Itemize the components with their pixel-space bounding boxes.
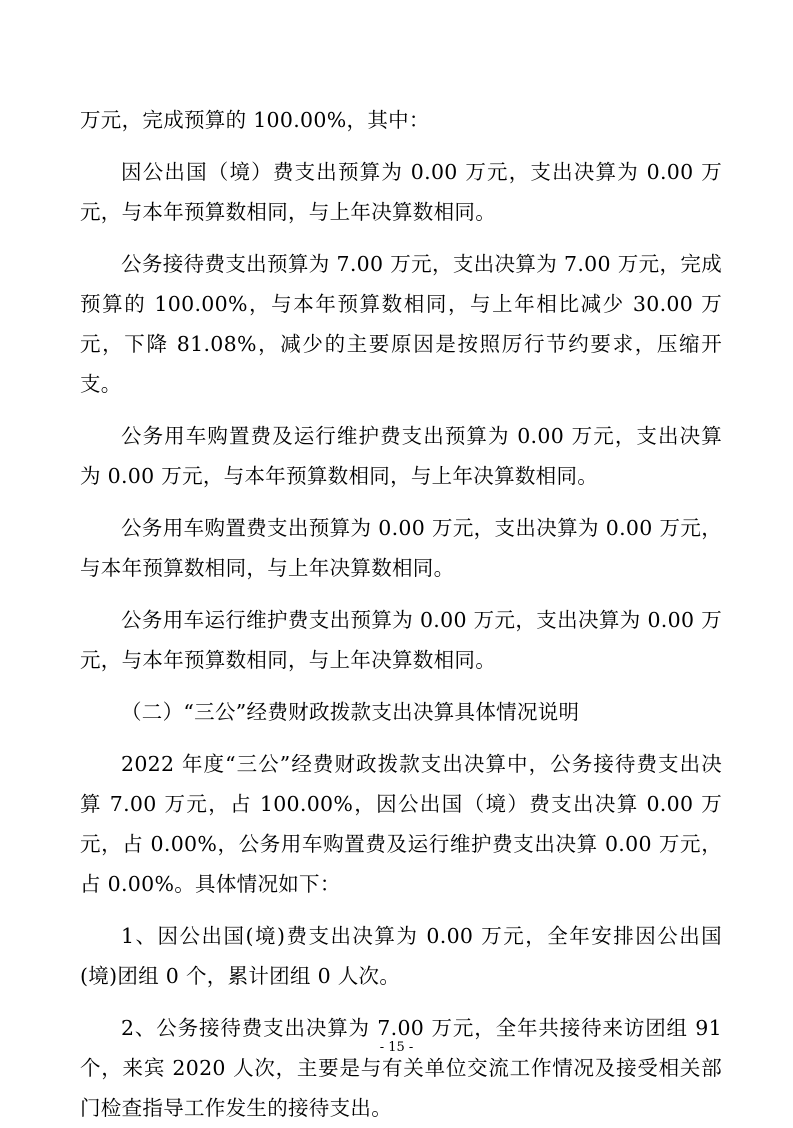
paragraph-three-funds-summary: 2022 年度“三公”经费财政拨款支出决算中，公务接待费支出决算 7.00 万元，占 100.00%，因公出国（境）费支出决算 0.00 万元，占 0.00%，公务用车购置费及运行维护费支出决算 0.00 万元，占 0.00%。具体情况如下： xyxy=(80,752,722,896)
paragraph-vehicle-maintenance: 公务用车运行维护费支出预算为 0.00 万元，支出决算为 0.00 万元，与本年预算数相同，与上年决算数相同。 xyxy=(80,608,722,672)
page-number: - 15 - xyxy=(379,1040,414,1055)
paragraph-overseas-travel: 因公出国（境）费支出预算为 0.00 万元，支出决算为 0.00 万元，与本年预算数相同，与上年决算数相同。 xyxy=(80,160,722,224)
section-heading: （二）“三公”经费财政拨款支出决算具体情况说明 xyxy=(121,700,580,724)
list-item-overseas-detail: 1、因公出国(境)费支出决算为 0.00 万元，全年安排因公出国(境)团组 0 个，累计团组 0 人次。 xyxy=(80,924,722,988)
list-item-reception-detail: 2、公务接待费支出决算为 7.00 万元，全年共接待来访团组 91 个，来宾 2020 人次，主要是与有关单位交流工作情况及接受相关部门检查指导工作发生的接待支出。 xyxy=(80,1016,722,1120)
paragraph-vehicle-total: 公务用车购置费及运行维护费支出预算为 0.00 万元，支出决算为 0.00 万元，与本年预算数相同，与上年决算数相同。 xyxy=(80,424,722,488)
paragraph-vehicle-purchase: 公务用车购置费支出预算为 0.00 万元，支出决算为 0.00 万元，与本年预算数相同，与上年决算数相同。 xyxy=(80,516,722,580)
paragraph-budget-completion: 万元，完成预算的 100.00%，其中： xyxy=(80,108,430,132)
paragraph-official-reception: 公务接待费支出预算为 7.00 万元，支出决算为 7.00 万元，完成预算的 100.00%，与本年预算数相同，与上年相比减少 30.00 万元，下降 81.08%，减少的主要原因是按照厉行节约要求，压缩开支。 xyxy=(80,252,722,396)
document-body xyxy=(80,100,722,1128)
